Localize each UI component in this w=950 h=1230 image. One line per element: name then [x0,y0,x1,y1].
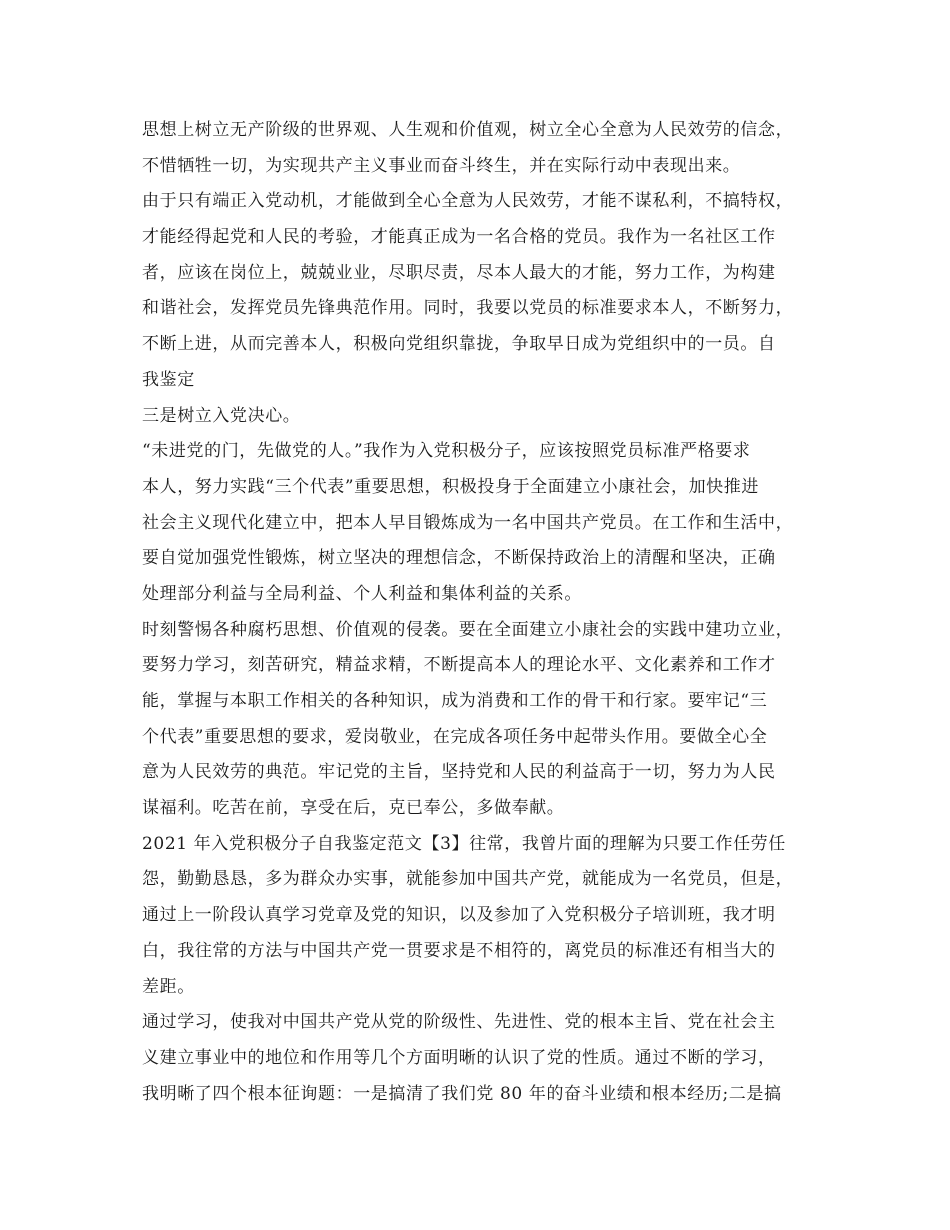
text-line: 我鉴定 [142,369,195,390]
text-line: 思想上树立无产阶级的世界观、人生观和价值观，树立全心全意为人民效劳的信念， [142,120,794,140]
text-line: 白，我往常的方法与中国共产党一贯要求是不相符的，离党员的标准还有相当大的 [142,940,776,961]
text-line: 义建立事业中的地位和作用等几个方面明晰的认识了党的性质。通过不断的学习， [142,1047,776,1068]
text-line: 通过学习，使我对中国共产党从党的阶级性、先进性、党的根本主旨、党在社会主 [142,1012,776,1033]
text-line: 通过上一阶段认真学习党章及党的知识，以及参加了入党积极分子培训班，我才明 [142,905,776,926]
text-line: 2021 年入党积极分子自我鉴定范文【3】往常，我曾片面的理解为只要工作任劳任 [142,833,786,854]
text-line: 个代表”重要思想的要求，爱岗敬业，在完成各项任务中起带头作用。要做全心全 [142,726,768,747]
text-line: 怨，勤勤恳恳，多为群众办实事，就能参加中国共产党，就能成为一名党员，但是， [142,869,794,890]
document-body [142,116,832,1115]
text-line: 要自觉加强党性锻炼，树立坚决的理想信念，不断保持政治上的清醒和坚决，正确 [142,548,776,569]
text-line: 社会主义现代化建立中，把本人早目锻炼成为一名中国共产党员。在工作和生活中， [142,512,794,533]
text-line: 谋福利。吃苦在前，享受在后，克已奉公，多做奉献。 [142,798,565,819]
text-line: 由于只有端正入党动机，才能做到全心全意为人民效劳，才能不谋私利，不搞特权， [142,191,794,212]
text-line: 要努力学习，刻苦研究，精益求精，不断提高本人的理论水平、文化素养和工作才 [142,655,776,676]
text-line: 时刻警惕各种腐朽思想、价值观的侵袭。要在全面建立小康社会的实践中建功立业， [142,619,794,640]
text-line: 意为人民效劳的典范。牢记党的主旨，坚持党和人民的利益高于一切，努力为人民 [142,762,776,783]
text-line: 不断上进，从而完善本人，积极向党组织靠拢，争取早日成为党组织中的一员。自 [142,334,776,355]
text-line: 我明晰了四个根本征询题：一是搞清了我们党 80 年的奋斗业绩和根本经历;二是搞 [142,1083,782,1104]
text-line: 和谐社会，发挥党员先锋典范作用。同时，我要以党员的标准要求本人，不断努力， [142,298,794,319]
text-line: 才能经得起党和人民的考验，才能真正成为一名合格的党员。我作为一名社区工作 [142,227,776,248]
text-line: 差距。 [142,976,195,997]
text-line: 不惜牺牲一切，为实现共产主义事业而奋斗终生，并在实际行动中表现出来。 [142,155,741,176]
text-line: 处理部分利益与全局利益、个人利益和集体利益的关系。 [142,583,582,604]
text-line: 本人，努力实践“三个代表”重要思想，积极投身于全面建立小康社会，加快推进 [142,476,759,497]
text-line: 者，应该在岗位上，兢兢业业，尽职尽责，尽本人最大的才能，努力工作，为构建 [142,262,776,283]
text-line: 能，掌握与本职工作相关的各种知识，成为消费和工作的骨干和行家。要牢记“三 [142,691,768,711]
text-line: “未进党的门，先做党的人。”我作为入党积极分子，应该按照党员标准严格要求 [142,441,751,462]
text-line: 三是树立入党决心。 [142,405,301,426]
